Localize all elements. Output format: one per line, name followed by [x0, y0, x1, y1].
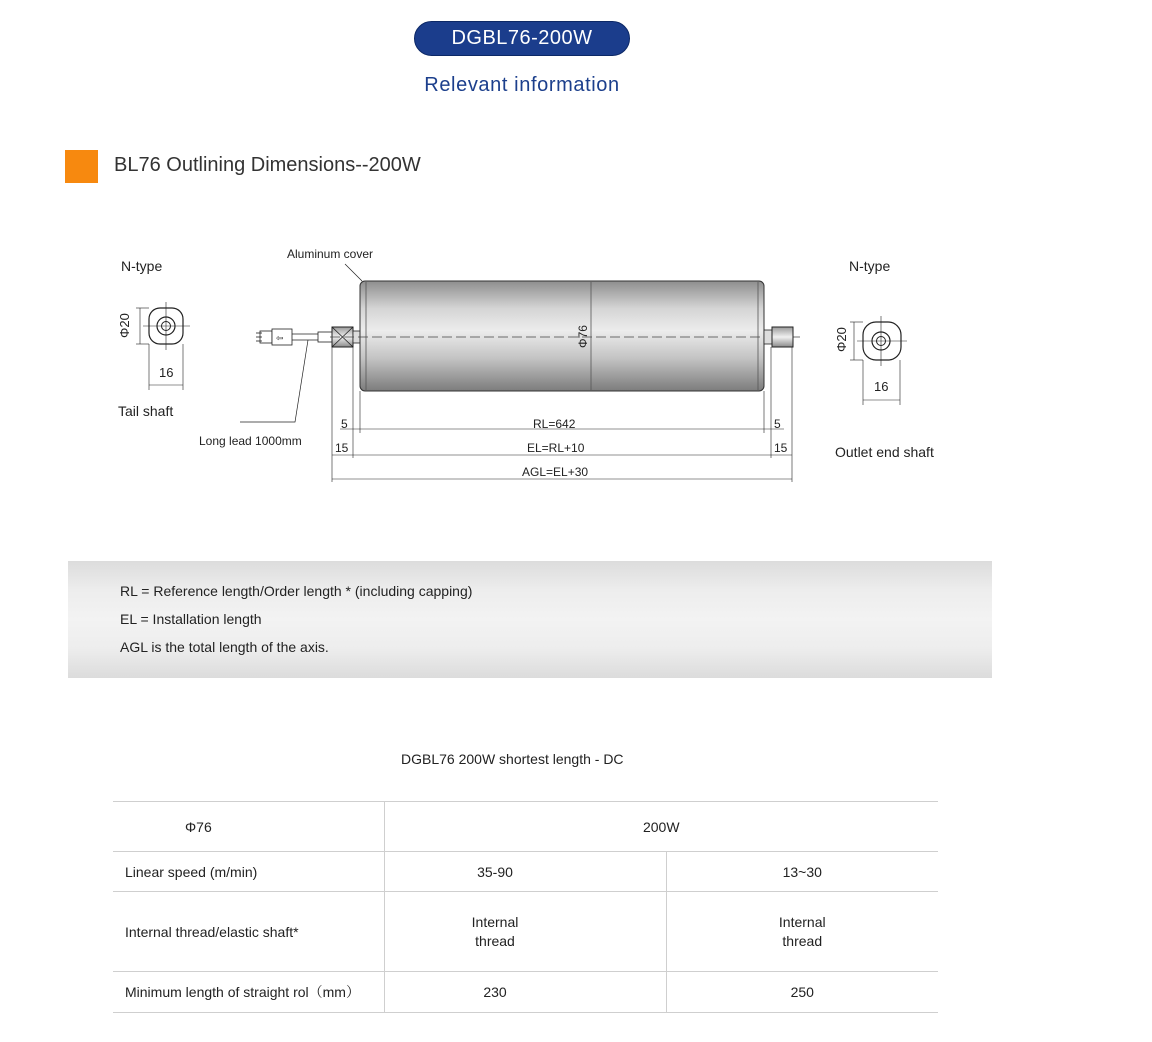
row-label: Minimum length of straight rol（mm） — [113, 972, 384, 1013]
connector-glyph: ⇦ — [276, 333, 284, 343]
table-row — [113, 892, 938, 972]
table-row — [113, 852, 938, 892]
cell-value: 35-90 — [384, 852, 666, 892]
cell-value — [666, 892, 938, 972]
section-title: BL76 Outlining Dimensions--200W — [114, 154, 421, 176]
header-diameter: Φ76 — [113, 802, 384, 852]
note-el: EL = Installation length — [120, 611, 262, 627]
dimension-drawing — [0, 220, 1152, 510]
dim-el: EL=RL+10 — [527, 441, 585, 455]
dim-agl: AGL=EL+30 — [522, 465, 589, 479]
section-marker — [65, 150, 98, 183]
cell-line: Internal — [471, 913, 519, 930]
cover-label: Aluminum cover — [287, 247, 374, 261]
model-badge: DGBL76-200W — [414, 21, 630, 56]
tail-width-label: 16 — [159, 365, 174, 380]
row-label: Linear speed (m/min) — [113, 852, 384, 892]
tail-type-label: N-type — [121, 258, 163, 274]
outlet-type-label: N-type — [849, 258, 891, 274]
body-dia-label: Φ76 — [576, 325, 590, 348]
outlet-caption: Outlet end shaft — [835, 444, 934, 460]
cell-value: 250 — [666, 972, 938, 1013]
outlet-dia-label: Φ20 — [834, 327, 849, 352]
tail-shaft-view — [117, 258, 190, 419]
dim-15-left: 15 — [335, 441, 349, 455]
cell-line: thread — [475, 932, 515, 949]
subtitle: Relevant information — [424, 74, 620, 96]
cell-value — [384, 892, 666, 972]
dim-5-left: 5 — [341, 417, 348, 431]
dim-15-right: 15 — [774, 441, 788, 455]
cell-value: 230 — [384, 972, 666, 1013]
header-power: 200W — [384, 802, 938, 852]
outlet-width-label: 16 — [874, 379, 889, 394]
outlet-shaft-view — [834, 258, 934, 460]
tail-caption: Tail shaft — [118, 403, 174, 419]
cell-value: 13~30 — [666, 852, 938, 892]
cell-line: thread — [782, 932, 823, 949]
table-row — [113, 972, 938, 1013]
dim-rl: RL=642 — [533, 417, 576, 431]
note-agl: AGL is the total length of the axis. — [120, 639, 329, 655]
tail-dia-label: Φ20 — [117, 313, 132, 338]
lead-label: Long lead 1000mm — [199, 434, 302, 448]
notes-box — [68, 561, 992, 678]
motor-body — [256, 281, 800, 391]
spec-table — [113, 801, 938, 1013]
note-rl: RL = Reference length/Order length * (including capping) — [120, 583, 473, 599]
cell-line: Internal — [778, 913, 826, 930]
row-label: Internal thread/elastic shaft* — [113, 892, 384, 972]
table-header-row — [113, 802, 938, 852]
dim-5-right: 5 — [774, 417, 781, 431]
table-title: DGBL76 200W shortest length - DC — [401, 751, 624, 767]
